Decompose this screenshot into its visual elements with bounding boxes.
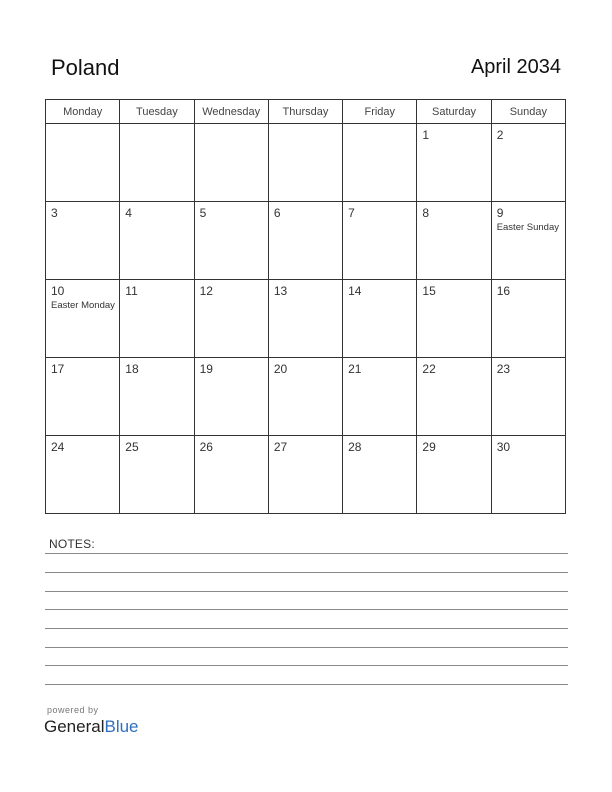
day-number: 20: [273, 362, 288, 376]
brand-general: General: [44, 717, 105, 736]
calendar-body: [46, 124, 566, 514]
day-number: 23: [496, 362, 511, 376]
day-number: 19: [199, 362, 213, 376]
weekday-header: Tuesday: [120, 100, 194, 124]
weekday-header: Wednesday: [194, 100, 268, 124]
calendar-day-cell: [120, 124, 194, 202]
note-line: [45, 591, 568, 592]
note-line: [45, 647, 568, 648]
calendar-day-cell: [491, 358, 565, 436]
day-number: 17: [51, 362, 65, 376]
calendar-week-row: [46, 358, 566, 436]
calendar-day-cell: [46, 124, 120, 202]
calendar-day-cell: [120, 280, 194, 358]
calendar-day-cell: [343, 124, 417, 202]
day-number: 25: [125, 440, 139, 454]
calendar-day-cell: [343, 280, 417, 358]
calendar-day-cell: [268, 358, 342, 436]
country-title: Poland: [51, 55, 120, 80]
note-line: [45, 609, 568, 610]
weekday-header: Monday: [46, 100, 120, 124]
calendar-day-cell: [120, 202, 194, 280]
calendar-day-cell: [268, 280, 342, 358]
brand-blue: Blue: [104, 717, 139, 736]
calendar-day-cell: [417, 124, 491, 202]
calendar-day-cell: [120, 436, 194, 514]
calendar-day-cell: [46, 436, 120, 514]
calendar-day-cell: [46, 202, 120, 280]
note-line: [45, 572, 568, 573]
month-year-title: April 2034: [470, 56, 561, 78]
calendar-day-cell: [491, 202, 565, 280]
calendar-day-cell: [491, 280, 565, 358]
calendar-week-row: [46, 202, 566, 280]
calendar-day-cell: [194, 124, 268, 202]
calendar-week-row: [46, 280, 566, 358]
day-number: 11: [125, 284, 138, 298]
note-line: [45, 628, 568, 629]
day-number: 10: [51, 284, 65, 298]
calendar-day-cell: [268, 124, 342, 202]
calendar-day-cell: [268, 202, 342, 280]
calendar-day-cell: [417, 358, 491, 436]
calendar-day-cell: [343, 202, 417, 280]
day-number: 18: [125, 362, 139, 376]
holiday-label: Easter Monday: [51, 300, 115, 311]
calendar-day-cell: [194, 358, 268, 436]
note-line: [45, 684, 568, 685]
day-number: 8: [422, 206, 430, 220]
day-number: 16: [496, 284, 511, 298]
calendar-day-cell: [268, 436, 342, 514]
day-number: 4: [125, 206, 132, 220]
calendar-day-cell: [417, 436, 491, 514]
calendar-day-cell: [194, 280, 268, 358]
day-number: 1: [422, 128, 430, 142]
generalblue-logo: [44, 717, 139, 737]
day-number: 9: [496, 206, 504, 220]
note-line: [45, 553, 568, 554]
day-number: 5: [199, 206, 207, 220]
calendar-day-cell: [194, 202, 268, 280]
day-number: 14: [348, 284, 362, 298]
day-number: 27: [273, 440, 288, 454]
notes-label: NOTES:: [49, 537, 95, 551]
calendar-day-cell: [343, 436, 417, 514]
day-number: 28: [348, 440, 362, 454]
day-number: 29: [422, 440, 436, 454]
day-number: 22: [422, 362, 436, 376]
weekday-header: Saturday: [417, 100, 491, 124]
day-number: 26: [199, 440, 213, 454]
holiday-label: Easter Sunday: [496, 222, 560, 233]
weekday-header: Sunday: [491, 100, 565, 124]
day-number: 6: [273, 206, 281, 220]
calendar-day-cell: [46, 280, 120, 358]
powered-by-text: powered by: [47, 705, 99, 715]
calendar-day-cell: [417, 202, 491, 280]
day-number: 15: [422, 284, 436, 298]
calendar-day-cell: [194, 436, 268, 514]
note-line: [45, 665, 568, 666]
calendar-day-cell: [417, 280, 491, 358]
day-number: 2: [496, 128, 504, 142]
day-number: 13: [273, 284, 288, 298]
day-number: 3: [51, 206, 58, 220]
weekday-header-row: [46, 100, 566, 124]
day-number: 30: [496, 440, 511, 454]
calendar-day-cell: [491, 124, 565, 202]
day-number: 12: [199, 284, 213, 298]
calendar-grid: [45, 99, 566, 514]
calendar-day-cell: [491, 436, 565, 514]
calendar-day-cell: [343, 358, 417, 436]
day-number: 24: [51, 440, 65, 454]
day-number: 7: [348, 206, 355, 220]
day-number: 21: [348, 362, 362, 376]
weekday-header: Friday: [343, 100, 417, 124]
calendar-week-row: [46, 436, 566, 514]
calendar-week-row: [46, 124, 566, 202]
weekday-header: Thursday: [268, 100, 342, 124]
calendar-day-cell: [46, 358, 120, 436]
calendar-day-cell: [120, 358, 194, 436]
